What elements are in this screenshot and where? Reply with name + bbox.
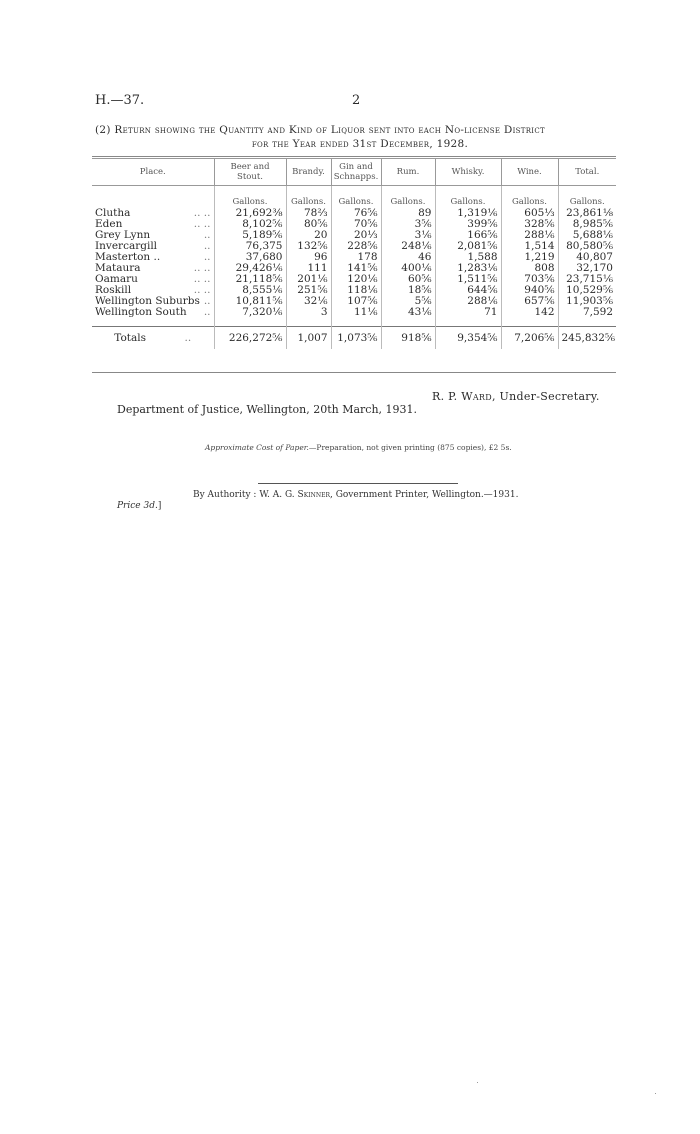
units-row [92,186,616,209]
value-cell: 10,529⅚ [558,285,616,296]
total-cell: 226,272⅚ [214,327,286,350]
spacer-cell [501,318,558,327]
imprint-rule [258,483,458,484]
liquor-return-table [92,158,616,349]
signer-title: , Under-Secretary. [491,390,600,403]
value-cell: 32⅙ [286,296,331,307]
value-cell: 1,514 [501,241,558,252]
column-header: Whisky. [435,159,501,186]
place-name: Mataura [95,262,141,274]
leader-dots: .. [203,251,211,263]
value-cell: 23,861⅛ [558,208,616,219]
table-row [92,307,616,318]
page-number: 2 [352,93,361,108]
value-cell: 8,102⅚ [214,219,286,230]
leader-dots: .. .. [193,262,211,274]
value-cell: 248⅙ [381,241,435,252]
unit-cell: Gallons. [435,186,501,209]
value-cell: 32,170 [558,263,616,274]
place-name: Oamaru [95,273,138,285]
leader-dots: .. .. [193,284,211,296]
value-cell: 399⅚ [435,219,501,230]
column-header: Place. [139,167,166,177]
department-line: Department of Justice, Wellington, 20th March, 1931. [117,403,418,416]
scan-speck [655,1093,656,1094]
value-cell: 1,283⅙ [435,263,501,274]
column-header: Brandy. [286,159,331,186]
signer-name: R. P. Ward [432,390,492,403]
scan-speck [477,1082,478,1083]
value-cell: 5,189⅚ [214,230,286,241]
cost-note [205,443,512,452]
title-line-1: (2) Return showing the Quantity and Kind of Liquor sent into each No-license District [95,124,545,136]
value-cell: 288⅙ [435,296,501,307]
value-cell: 178 [331,252,381,263]
spacer-cell [381,318,435,327]
total-cell: 1,073⅚ [331,327,381,350]
value-cell: 8,985⅚ [558,219,616,230]
place-name: Roskill [95,284,132,296]
total-cell: 1,007 [286,327,331,350]
value-cell: 400⅙ [381,263,435,274]
page-reference: H.—37. [95,93,145,108]
bottom-rule [92,372,616,373]
value-cell: 76,375 [214,241,286,252]
place-name: Wellington South [95,306,187,318]
table-title [95,123,625,151]
price-label: Price 3d. [117,501,158,511]
value-cell: 71 [435,307,501,318]
column-header: Wine. [501,159,558,186]
spacer-row [92,318,616,327]
value-cell: 80⅚ [286,219,331,230]
value-cell: 3 [286,307,331,318]
unit-cell: Gallons. [286,186,331,209]
totals-row [92,327,616,350]
printer-name: Skinner [297,490,330,500]
value-cell: 5⅚ [381,296,435,307]
value-cell: 46 [381,252,435,263]
totals-label: Totals [114,331,147,344]
value-cell: 70⅚ [331,219,381,230]
value-cell: 8,555⅙ [214,285,286,296]
price-bracket: ] [157,501,162,511]
cost-text: —Preparation, not given printing (875 copies), £2 5s. [308,443,512,452]
total-cell: 9,354⅚ [435,327,501,350]
value-cell: 40,807 [558,252,616,263]
column-header: Total. [558,159,616,186]
value-cell: 21,118⅚ [214,274,286,285]
place-name: Clutha [95,207,131,219]
value-cell: 11,903⅚ [558,296,616,307]
table-body [92,186,616,350]
price-note [117,501,161,511]
unit-cell: Gallons. [214,186,286,209]
value-cell: 89 [381,208,435,219]
value-cell: 141⅚ [331,263,381,274]
spacer-cell [214,318,286,327]
value-cell: 29,426⅙ [214,263,286,274]
value-cell: 60⅚ [381,274,435,285]
value-cell: 5,688⅙ [558,230,616,241]
leader-dots: .. [203,306,211,318]
place-name: Grey Lynn [95,229,151,241]
total-cell: 245,832⅚ [558,327,616,350]
value-cell: 23,715⅙ [558,274,616,285]
place-name: Masterton .. [95,251,161,263]
leader-dots: .. .. [193,273,211,285]
value-cell: 21,692⅜ [214,208,286,219]
value-cell: 120⅙ [331,274,381,285]
leader-dots: .. [184,331,192,344]
spacer-cell [435,318,501,327]
value-cell: 1,588 [435,252,501,263]
value-cell: 76⅚ [331,208,381,219]
authority-line [193,490,518,500]
value-cell: 107⅚ [331,296,381,307]
value-cell: 251⅚ [286,285,331,296]
column-header: Gin and Schnapps. [331,159,381,186]
leader-dots: .. [203,229,211,241]
value-cell: 166⅚ [435,230,501,241]
column-header: Rum. [381,159,435,186]
signature [432,390,600,403]
unit-cell: Gallons. [381,186,435,209]
title-line-2: for the Year ended 31st December, 1928. [251,138,469,150]
value-cell: 201⅙ [286,274,331,285]
unit-cell [92,186,214,209]
spacer-cell [558,318,616,327]
value-cell: 1,219 [501,252,558,263]
value-cell: 7,592 [558,307,616,318]
place-name: Invercargill [95,240,158,252]
value-cell: 228⅚ [331,241,381,252]
value-cell: 288⅙ [501,230,558,241]
value-cell: 80,580⅚ [558,241,616,252]
unit-cell: Gallons. [558,186,616,209]
authority-prefix: By Authority : W. A. G. [193,490,298,500]
column-header: Beer and Stout. [214,159,286,186]
value-cell: 18⅚ [381,285,435,296]
value-cell: 644⅚ [435,285,501,296]
value-cell: 142 [501,307,558,318]
value-cell: 3⅚ [381,219,435,230]
total-cell: 918⅚ [381,327,435,350]
spacer-cell [92,318,214,327]
leader-dots: .. .. [193,218,211,230]
leader-dots: .. [203,295,211,307]
value-cell: 20 [286,230,331,241]
value-cell: 808 [501,263,558,274]
cost-label: Approximate Cost of Paper. [205,443,309,452]
value-cell: 118⅙ [331,285,381,296]
value-cell: 657⅚ [501,296,558,307]
value-cell: 20⅓ [331,230,381,241]
unit-cell: Gallons. [501,186,558,209]
totals-label-cell [92,327,214,350]
value-cell: 11⅙ [331,307,381,318]
value-cell: 328⅚ [501,219,558,230]
value-cell: 7,320⅙ [214,307,286,318]
leader-dots: .. [203,240,211,252]
leader-dots: .. .. [193,207,211,219]
place-name: Eden [95,218,123,230]
value-cell: 10,811⅚ [214,296,286,307]
place-cell [92,307,214,318]
authority-suffix: , Government Printer, Wellington.—1931. [329,490,519,500]
place-name: Wellington Suburbs [95,295,200,307]
total-cell: 7,206⅚ [501,327,558,350]
value-cell: 3⅙ [381,230,435,241]
value-cell: 605⅓ [501,208,558,219]
value-cell: 940⅚ [501,285,558,296]
spacer-cell [331,318,381,327]
value-cell: 1,511⅚ [435,274,501,285]
value-cell: 132⅚ [286,241,331,252]
value-cell: 2,081⅚ [435,241,501,252]
value-cell: 78⅔ [286,208,331,219]
header-row [92,159,616,186]
value-cell: 1,319⅙ [435,208,501,219]
value-cell: 43⅙ [381,307,435,318]
value-cell: 96 [286,252,331,263]
value-cell: 703⅚ [501,274,558,285]
value-cell: 37,680 [214,252,286,263]
top-rule [92,156,616,157]
unit-cell: Gallons. [331,186,381,209]
value-cell: 111 [286,263,331,274]
spacer-cell [286,318,331,327]
